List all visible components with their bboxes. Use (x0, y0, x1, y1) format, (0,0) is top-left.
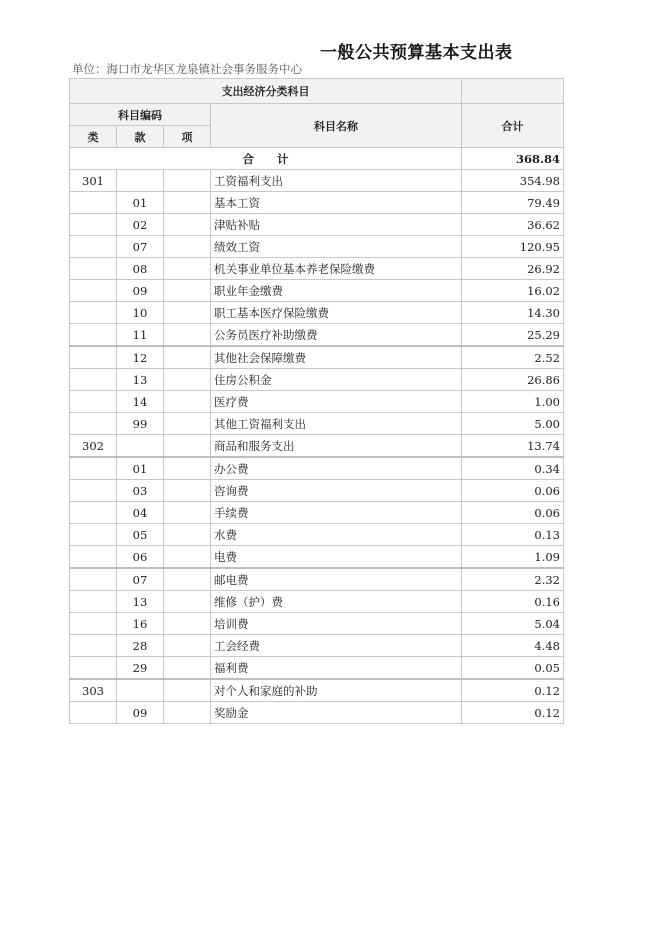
table-row (70, 480, 564, 502)
cell-kuan: 10 (117, 302, 164, 324)
table-row (70, 413, 564, 435)
cell-lei (70, 502, 117, 524)
cell-kuan (117, 170, 164, 192)
cell-lei (70, 214, 117, 236)
cell-amount: 4.48 (462, 635, 564, 657)
cell-xiang (164, 258, 211, 280)
cell-amount: 1.09 (462, 546, 564, 569)
cell-xiang (164, 502, 211, 524)
cell-name: 住房公积金 (211, 369, 462, 391)
table-row (70, 280, 564, 302)
cell-lei (70, 236, 117, 258)
table-row (70, 635, 564, 657)
cell-lei (70, 391, 117, 413)
cell-kuan: 09 (117, 702, 164, 724)
cell-lei (70, 702, 117, 724)
cell-lei (70, 369, 117, 391)
cell-lei (70, 457, 117, 480)
cell-name: 维修（护）费 (211, 591, 462, 613)
cell-amount: 0.13 (462, 524, 564, 546)
unit-label: 单位：海口市龙华区龙泉镇社会事务服务中心 (72, 62, 302, 76)
cell-amount: 0.12 (462, 702, 564, 724)
cell-name: 咨询费 (211, 480, 462, 502)
cell-kuan: 29 (117, 657, 164, 680)
cell-kuan: 13 (117, 591, 164, 613)
cell-name: 机关事业单位基本养老保险缴费 (211, 258, 462, 280)
cell-xiang (164, 546, 211, 569)
cell-name: 培训费 (211, 613, 462, 635)
cell-kuan: 01 (117, 192, 164, 214)
cell-xiang (164, 280, 211, 302)
cell-amount: 0.12 (462, 679, 564, 702)
header-code-group: 科目编码 (70, 104, 211, 126)
cell-name: 对个人和家庭的补助 (211, 679, 462, 702)
cell-lei (70, 280, 117, 302)
table-row (70, 170, 564, 192)
cell-amount: 2.52 (462, 346, 564, 369)
cell-lei (70, 546, 117, 569)
table-row (70, 702, 564, 724)
cell-xiang (164, 679, 211, 702)
table-row (70, 546, 564, 569)
cell-name: 绩效工资 (211, 236, 462, 258)
cell-amount: 13.74 (462, 435, 564, 458)
table-row (70, 435, 564, 458)
table-row (70, 192, 564, 214)
cell-kuan: 13 (117, 369, 164, 391)
cell-name: 基本工资 (211, 192, 462, 214)
cell-lei (70, 258, 117, 280)
cell-name: 商品和服务支出 (211, 435, 462, 458)
cell-amount: 0.34 (462, 457, 564, 480)
cell-amount: 0.16 (462, 591, 564, 613)
cell-xiang (164, 591, 211, 613)
cell-xiang (164, 192, 211, 214)
table-row (70, 236, 564, 258)
cell-xiang (164, 302, 211, 324)
table-row (70, 346, 564, 369)
cell-kuan: 99 (117, 413, 164, 435)
cell-kuan: 07 (117, 236, 164, 258)
cell-xiang (164, 657, 211, 680)
cell-kuan: 06 (117, 546, 164, 569)
cell-name: 工会经费 (211, 635, 462, 657)
cell-xiang (164, 413, 211, 435)
cell-amount: 2.32 (462, 568, 564, 591)
cell-lei (70, 346, 117, 369)
header-total: 合计 (462, 104, 564, 148)
expenditure-table (69, 78, 564, 724)
cell-xiang (164, 435, 211, 458)
page-title: 一般公共预算基本支出表 (320, 43, 513, 63)
cell-name: 医疗费 (211, 391, 462, 413)
cell-xiang (164, 635, 211, 657)
cell-name: 工资福利支出 (211, 170, 462, 192)
cell-lei: 302 (70, 435, 117, 458)
table-row (70, 679, 564, 702)
cell-kuan: 28 (117, 635, 164, 657)
cell-xiang (164, 170, 211, 192)
cell-lei (70, 302, 117, 324)
cell-name: 福利费 (211, 657, 462, 680)
table-row (70, 657, 564, 680)
table-row (70, 258, 564, 280)
cell-name: 办公费 (211, 457, 462, 480)
cell-name: 邮电费 (211, 568, 462, 591)
cell-name: 手续费 (211, 502, 462, 524)
cell-lei (70, 613, 117, 635)
cell-amount: 0.06 (462, 480, 564, 502)
cell-lei (70, 591, 117, 613)
cell-lei (70, 480, 117, 502)
cell-kuan (117, 679, 164, 702)
cell-kuan: 12 (117, 346, 164, 369)
cell-amount: 26.92 (462, 258, 564, 280)
cell-xiang (164, 702, 211, 724)
cell-amount: 14.30 (462, 302, 564, 324)
cell-kuan: 03 (117, 480, 164, 502)
cell-xiang (164, 346, 211, 369)
cell-kuan: 16 (117, 613, 164, 635)
cell-kuan: 11 (117, 324, 164, 347)
cell-name: 津贴补贴 (211, 214, 462, 236)
cell-xiang (164, 391, 211, 413)
cell-name: 其他工资福利支出 (211, 413, 462, 435)
cell-kuan: 07 (117, 568, 164, 591)
cell-xiang (164, 324, 211, 347)
table-row (70, 568, 564, 591)
cell-xiang (164, 480, 211, 502)
cell-kuan: 14 (117, 391, 164, 413)
cell-amount: 36.62 (462, 214, 564, 236)
cell-amount: 16.02 (462, 280, 564, 302)
cell-lei (70, 192, 117, 214)
cell-name: 职业年金缴费 (211, 280, 462, 302)
cell-xiang (164, 214, 211, 236)
table-row (70, 369, 564, 391)
table-row (70, 457, 564, 480)
cell-amount: 5.00 (462, 413, 564, 435)
table-row (70, 302, 564, 324)
cell-amount: 0.05 (462, 657, 564, 680)
cell-name: 奖励金 (211, 702, 462, 724)
cell-kuan: 04 (117, 502, 164, 524)
cell-amount: 26.86 (462, 369, 564, 391)
header-kuan: 款 (117, 126, 164, 148)
cell-kuan: 05 (117, 524, 164, 546)
cell-amount: 25.29 (462, 324, 564, 347)
cell-name: 公务员医疗补助缴费 (211, 324, 462, 347)
cell-kuan: 02 (117, 214, 164, 236)
cell-amount: 5.04 (462, 613, 564, 635)
cell-amount: 0.06 (462, 502, 564, 524)
cell-xiang (164, 369, 211, 391)
cell-xiang (164, 236, 211, 258)
cell-amount: 79.49 (462, 192, 564, 214)
cell-name: 电费 (211, 546, 462, 569)
table-row (70, 591, 564, 613)
header-group: 支出经济分类科目 (70, 79, 462, 104)
cell-lei (70, 657, 117, 680)
cell-kuan: 09 (117, 280, 164, 302)
cell-amount: 354.98 (462, 170, 564, 192)
cell-lei (70, 524, 117, 546)
cell-kuan: 01 (117, 457, 164, 480)
cell-lei (70, 635, 117, 657)
cell-xiang (164, 524, 211, 546)
cell-amount: 120.95 (462, 236, 564, 258)
cell-kuan (117, 435, 164, 458)
total-label: 合 计 (70, 148, 462, 170)
table-row (70, 324, 564, 347)
cell-name: 其他社会保障缴费 (211, 346, 462, 369)
cell-name: 职工基本医疗保险缴费 (211, 302, 462, 324)
cell-lei (70, 324, 117, 347)
table-row (70, 391, 564, 413)
cell-lei (70, 413, 117, 435)
cell-lei: 301 (70, 170, 117, 192)
table-row (70, 524, 564, 546)
cell-xiang (164, 457, 211, 480)
total-amount: 368.84 (462, 148, 564, 170)
table-row (70, 613, 564, 635)
cell-lei: 303 (70, 679, 117, 702)
cell-amount: 1.00 (462, 391, 564, 413)
cell-xiang (164, 568, 211, 591)
header-blank (462, 79, 564, 104)
cell-kuan: 08 (117, 258, 164, 280)
cell-xiang (164, 613, 211, 635)
header-name: 科目名称 (211, 104, 462, 148)
table-row (70, 214, 564, 236)
table-row (70, 502, 564, 524)
header-lei: 类 (70, 126, 117, 148)
cell-name: 水费 (211, 524, 462, 546)
header-xiang: 项 (164, 126, 211, 148)
cell-lei (70, 568, 117, 591)
